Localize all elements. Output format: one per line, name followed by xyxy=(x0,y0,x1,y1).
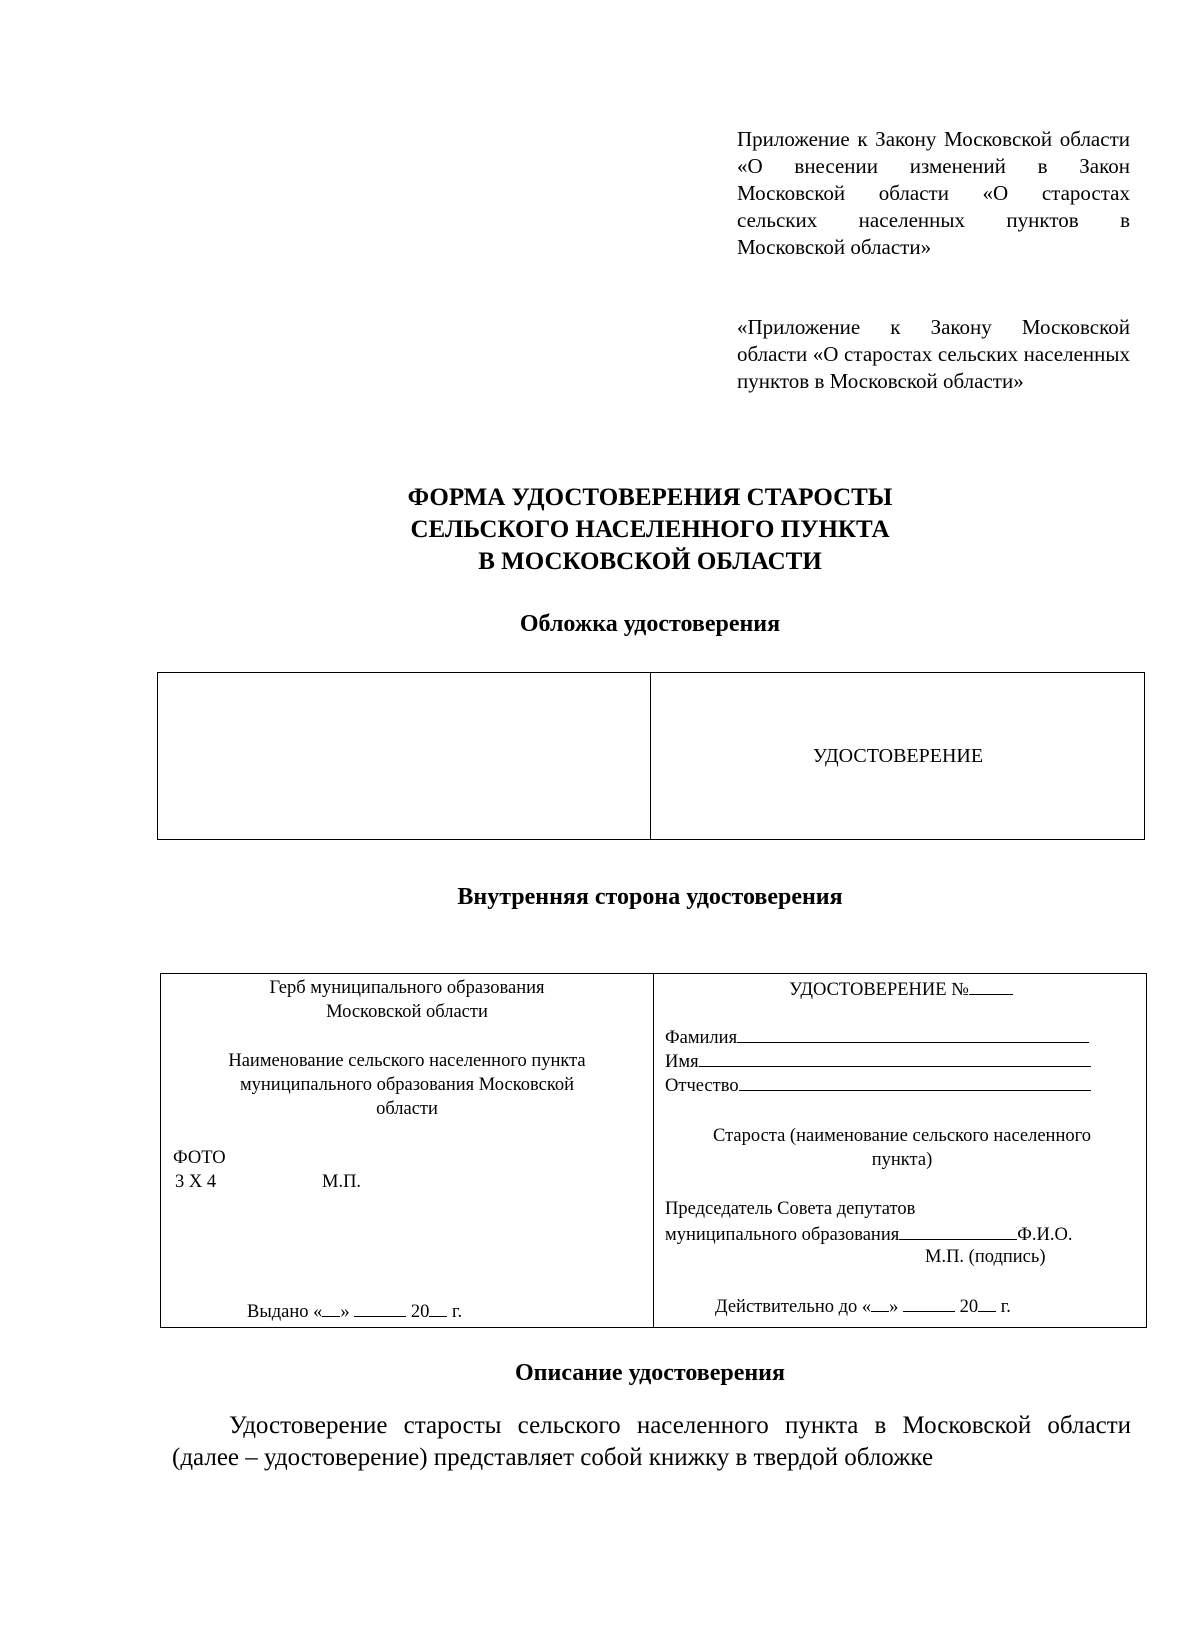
valid-until-line xyxy=(715,1293,1011,1319)
cover-heading: Обложка удостоверения xyxy=(519,611,781,637)
title-line-1: ФОРМА УДОСТОВЕРЕНИЯ СТАРОСТЫ xyxy=(407,484,893,511)
issued-day-blank xyxy=(322,1298,340,1317)
chairman-signature-blank xyxy=(899,1221,1017,1240)
inner-right-page xyxy=(655,974,1147,1327)
appendix-note: Приложение к Закону Московской области «О внесении изменений в Закон Московской области «О старостах сельских населенных пунктов в Московской области» xyxy=(737,127,1130,259)
valid-prefix: Действительно до « xyxy=(715,1297,872,1317)
description-paragraph: Удостоверение старосты сельского населенного пункта в Московской области (далее – удостоверение) представляет собой книжку в твердой обложке xyxy=(172,1412,1131,1471)
valid-mid: » xyxy=(889,1297,899,1317)
valid-year: 20 xyxy=(959,1297,979,1317)
title-line-2: СЕЛЬСКОГО НАСЕЛЕННОГО ПУНКТА xyxy=(410,516,890,543)
name-label: Имя xyxy=(665,1052,699,1072)
valid-month-blank xyxy=(903,1293,955,1312)
municipality-line-1: Наименование сельского населенного пункта xyxy=(228,1051,586,1071)
coat-of-arms-placeholder xyxy=(201,976,613,1024)
inner-form-box xyxy=(160,973,1147,1328)
municipality-line-3: области xyxy=(376,1099,438,1119)
headman-line-2: пункта) xyxy=(871,1150,933,1170)
issued-suffix: г. xyxy=(452,1302,463,1322)
certificate-number-label: УДОСТОВЕРЕНИЕ № xyxy=(789,980,969,1000)
seal-place-label: М.П. xyxy=(322,1172,362,1192)
valid-day-blank xyxy=(871,1293,889,1312)
headman-title xyxy=(669,1124,1135,1172)
issued-month-blank xyxy=(354,1298,406,1317)
coat-line-2: Московской области xyxy=(326,1002,488,1022)
coat-line-1: Герб муниципального образования xyxy=(269,978,545,998)
patronymic-field xyxy=(665,1072,1105,1098)
settlement-name-placeholder xyxy=(181,1049,633,1121)
surname-field xyxy=(665,1024,1105,1050)
inner-left-page xyxy=(161,974,653,1327)
valid-suffix: г. xyxy=(1000,1297,1011,1317)
appendix-note-original: «Приложение к Закону Московской области «О старостах сельских населенных пунктов в Московской области» xyxy=(737,315,1130,393)
name-field xyxy=(665,1048,1105,1074)
headman-line-1: Староста (наименование сельского населенного xyxy=(713,1126,1091,1146)
cover-certificate-label: УДОСТОВЕРЕНИЕ xyxy=(812,745,984,767)
certificate-number-blank xyxy=(969,976,1013,995)
chairman-line-1: Председатель Совета депутатов xyxy=(665,1199,916,1219)
surname-blank xyxy=(737,1024,1089,1043)
patronymic-blank xyxy=(739,1072,1091,1091)
issued-year-blank xyxy=(429,1298,447,1317)
cover-divider xyxy=(650,673,651,839)
description-heading: Описание удостоверения xyxy=(515,1360,785,1386)
name-blank xyxy=(699,1048,1091,1067)
issued-year: 20 xyxy=(410,1302,430,1322)
valid-year-blank xyxy=(978,1293,996,1312)
patronymic-label: Отчество xyxy=(665,1076,739,1096)
issued-mid: » xyxy=(340,1302,350,1322)
certificate-number-line xyxy=(655,976,1147,1002)
issued-date-line xyxy=(247,1298,462,1324)
inner-side-heading: Внутренняя сторона удостоверения xyxy=(457,884,843,910)
chairman-fio-label: Ф.И.О. xyxy=(1017,1225,1073,1245)
cover-form-box xyxy=(157,672,1145,840)
surname-label: Фамилия xyxy=(665,1028,738,1048)
photo-label: ФОТО xyxy=(173,1148,226,1168)
inner-divider xyxy=(653,974,654,1327)
photo-size-label: 3 Х 4 xyxy=(175,1172,217,1192)
title-line-3: В МОСКОВСКОЙ ОБЛАСТИ xyxy=(478,548,822,575)
issued-prefix: Выдано « xyxy=(247,1302,323,1322)
document-title xyxy=(0,482,1200,578)
chairman-org-label: муниципального образования xyxy=(665,1225,900,1245)
municipality-line-2: муниципального образования Московской xyxy=(239,1075,575,1095)
signature-seal-label: М.П. (подпись) xyxy=(925,1247,1046,1267)
chairman-line-2 xyxy=(665,1221,1072,1247)
